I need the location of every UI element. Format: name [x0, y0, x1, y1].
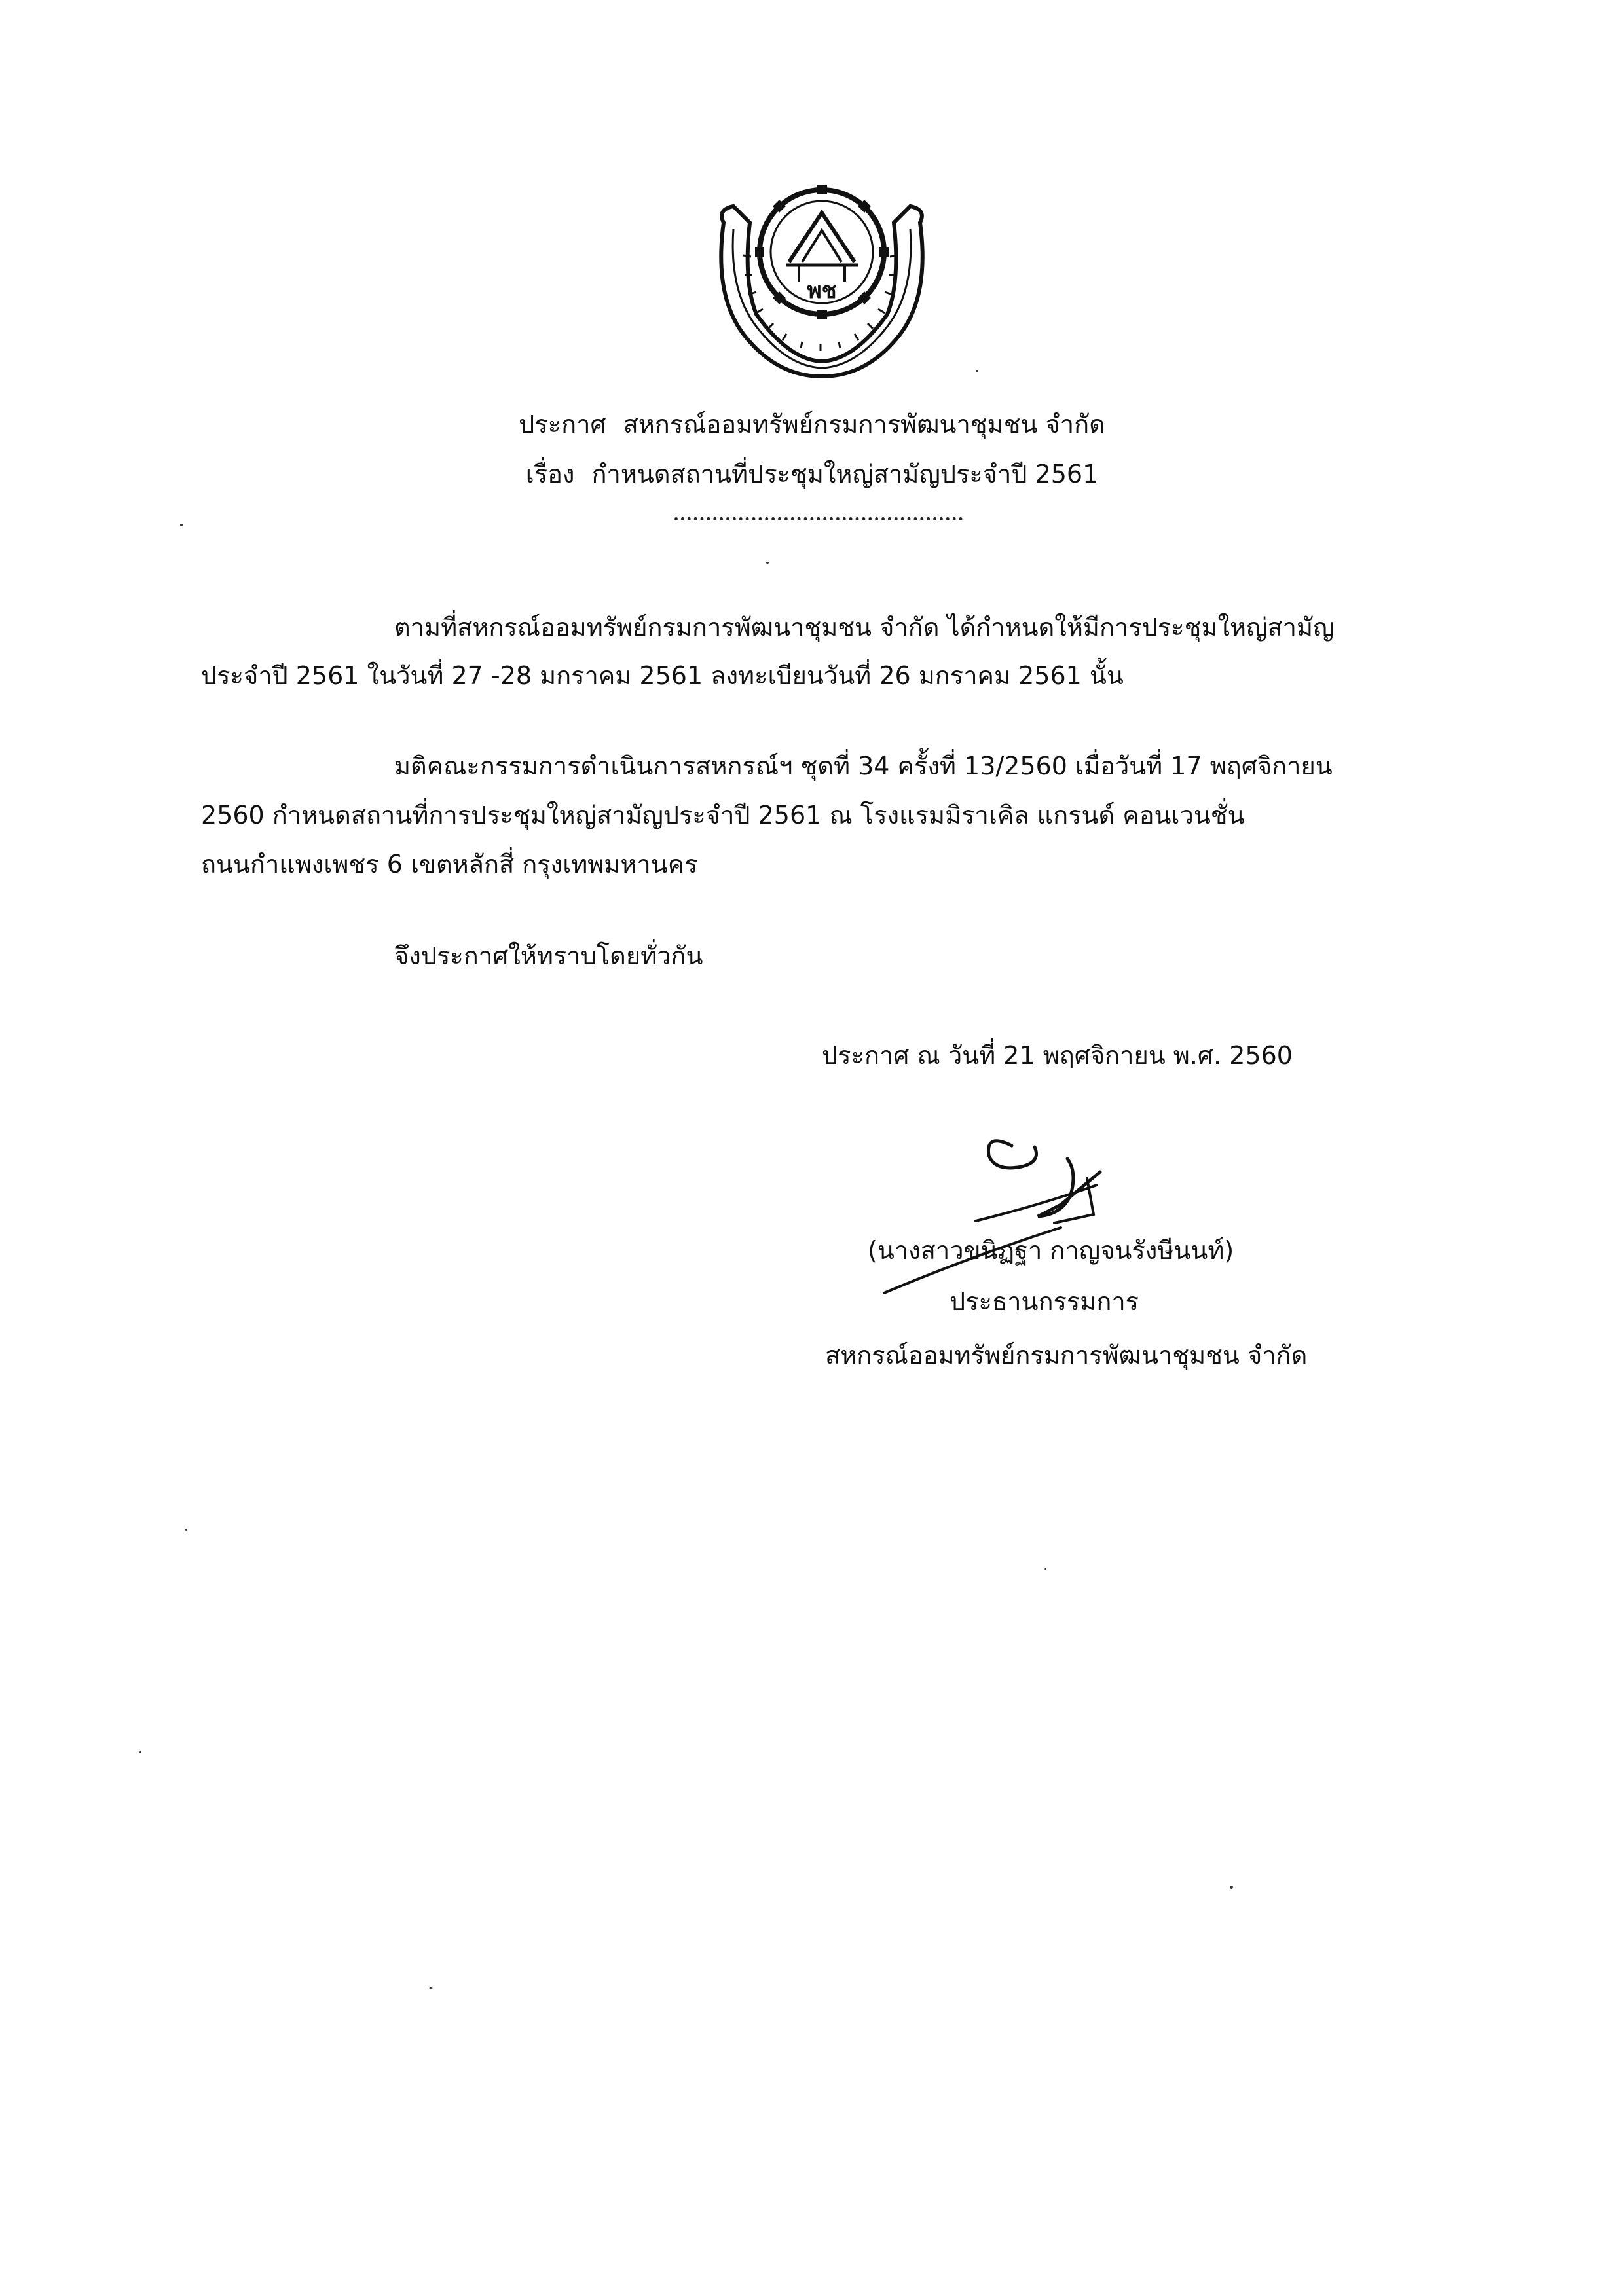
scan-speck — [139, 1751, 141, 1753]
signer-name: (นางสาวขนิฏฐา กาญจนรังษีนนท์) — [868, 1236, 1234, 1265]
scan-speck — [1230, 1886, 1233, 1889]
title-label: ประกาศ — [519, 410, 606, 439]
signer-role: ประธานกรรมการ — [950, 1287, 1139, 1316]
signer-organization: สหกรณ์ออมทรัพย์กรมการพัฒนาชุมชน จำกัด — [825, 1341, 1308, 1370]
scan-speck — [185, 1529, 187, 1531]
paragraph-1-line-1: ตามที่สหกรณ์ออมทรัพย์กรมการพัฒนาชุมชน จำกัด ได้กำหนดให้มีการประชุมใหญ่สามัญ — [394, 613, 1335, 642]
handwritten-signature — [871, 1106, 1146, 1303]
paragraph-2-line-1: มติคณะกรรมการดำเนินการสหกรณ์ฯ ชุดที่ 34 ครั้งที่ 13/2560 เมื่อวันที่ 17 พฤศจิกายน — [394, 752, 1333, 780]
svg-text:พช: พช — [807, 278, 837, 304]
cooperative-seal-logo — [704, 183, 940, 380]
paragraph-1-line-2: ประจำปี 2561 ในวันที่ 27 -28 มกราคม 2561 ลงทะเบียนวันที่ 26 มกราคม 2561 นั้น — [201, 661, 1124, 690]
paragraph-2-line-3: ถนนกำแพงเพชร 6 เขตหลักสี่ กรุงเทพมหานคร — [201, 850, 698, 879]
paragraph-2-line-2: 2560 กำหนดสถานที่การประชุมใหญ่สามัญประจำปี 2561 ณ โรงแรมมิราเคิล แกรนด์ คอนเวนชั่น — [201, 801, 1245, 829]
announcement-subject — [0, 450, 1624, 498]
dotted-divider — [674, 517, 963, 520]
scan-speck — [1044, 1568, 1046, 1570]
announcement-date: ประกาศ ณ วันที่ 21 พฤศจิกายน พ.ศ. 2560 — [822, 1041, 1293, 1070]
scan-speck — [429, 1987, 433, 1989]
scan-speck — [180, 524, 183, 526]
title-org: สหกรณ์ออมทรัพย์กรมการพัฒนาชุมชน จำกัด — [623, 410, 1105, 439]
subject-text: กำหนดสถานที่ประชุมใหญ่สามัญประจำปี 2561 — [591, 460, 1099, 488]
announcement-title — [0, 401, 1624, 448]
scan-speck — [976, 370, 978, 372]
scan-speck — [766, 562, 769, 564]
paragraph-3: จึงประกาศให้ทราบโดยทั่วกัน — [394, 941, 703, 970]
subject-label: เรื่อง — [525, 460, 575, 488]
